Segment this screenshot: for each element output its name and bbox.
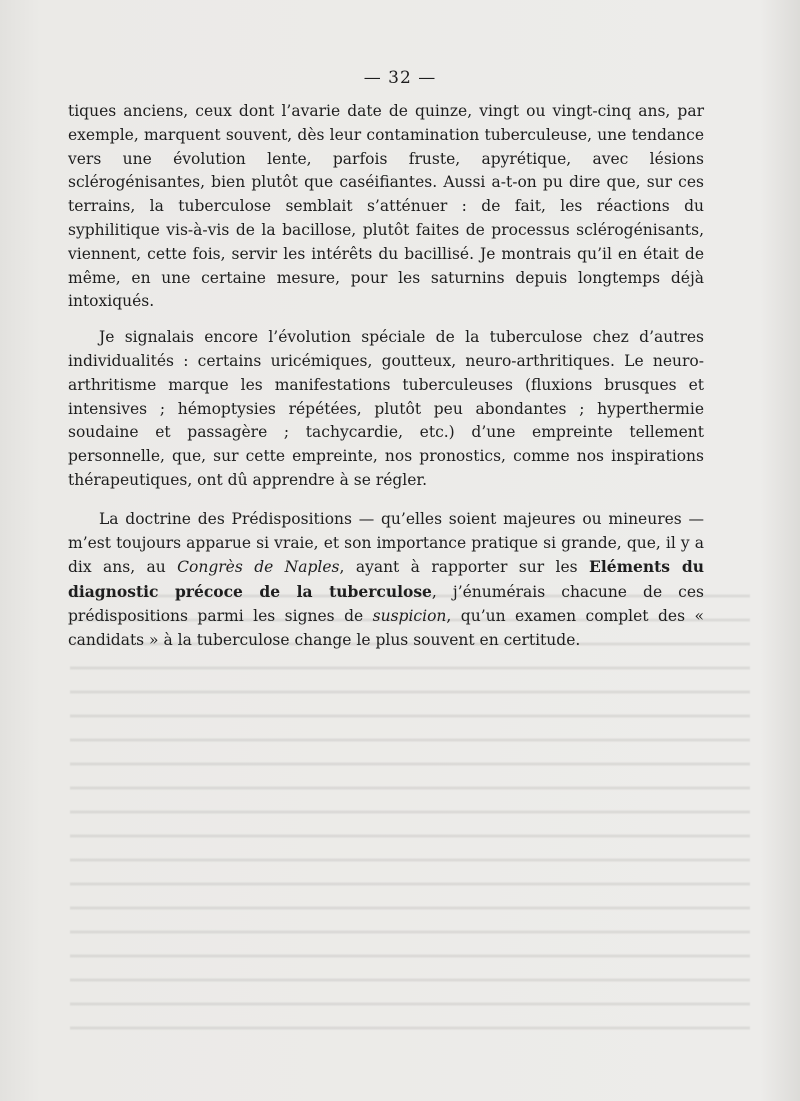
paragraph-3-text-c: , j’énumérais chacune de ces prédispositions parmi les signes de (68, 583, 704, 625)
report-title: Eléments du diagnostic précoce de la tuberculose (68, 557, 704, 602)
congress-title: Congrès de Naples (177, 558, 340, 577)
paragraph-1: tiques anciens, ceux dont l’avarie date de quinze, vingt ou vingt-cinq ans, par exemple, marquent souvent, dès leur contamination tuberculeuse, une tendance vers une évolution lente, parfois fruste, apyrétique, avec lésions sclérogénisantes, bien plutôt que caséifiantes. Aussi a-t-on pu dire que, sur ces terrains, la tuberculose semblait s’atténuer : de fait, les réactions du syphilitique vis-à-vis de la bacillose, plutôt faites de processus sclérogénisants, viennent, cette fois, servir les intérêts du bacillisé. Je montrais qu’il en était de même, en une certaine mesure, pour les saturnins depuis longtemps déjà intoxiqués. (68, 102, 704, 311)
body-text (68, 100, 704, 653)
paragraph-3 (68, 508, 704, 653)
paragraph-3-text-d: , qu’un examen complet des « candidats » à la tuberculose change le plus souvent en certitude. (68, 606, 704, 649)
paragraph-2: Je signalais encore l’évolution spéciale de la tuberculose chez d’autres individualités : certains uricémiques, goutteux, neuro-arthritiques. Le neuro-arthritisme marque les manifestations tuberculeuses (fluxions brusques et intensives ; hémoptysies répétées, plutôt peu abondantes ; hyperthermie soudaine et passagère ; tachycardie, etc.) d’une empreinte tellement personnelle, que, sur cette empreinte, nos pronostics, comme nos inspirations thérapeutiques, ont dû apprendre à se régler. (68, 328, 704, 489)
paragraph-3-text-b: , ayant à rapporter sur les (339, 558, 590, 577)
suspicion-term: suspicion (372, 606, 447, 625)
page-number: — 32 — (363, 68, 437, 88)
paragraph-3-text-a: La doctrine des Prédispositions — qu’elles soient majeures ou mineures — m’est toujours apparue si vraie, et son importance pratique si grande, que, il y a dix ans, au (68, 509, 704, 577)
